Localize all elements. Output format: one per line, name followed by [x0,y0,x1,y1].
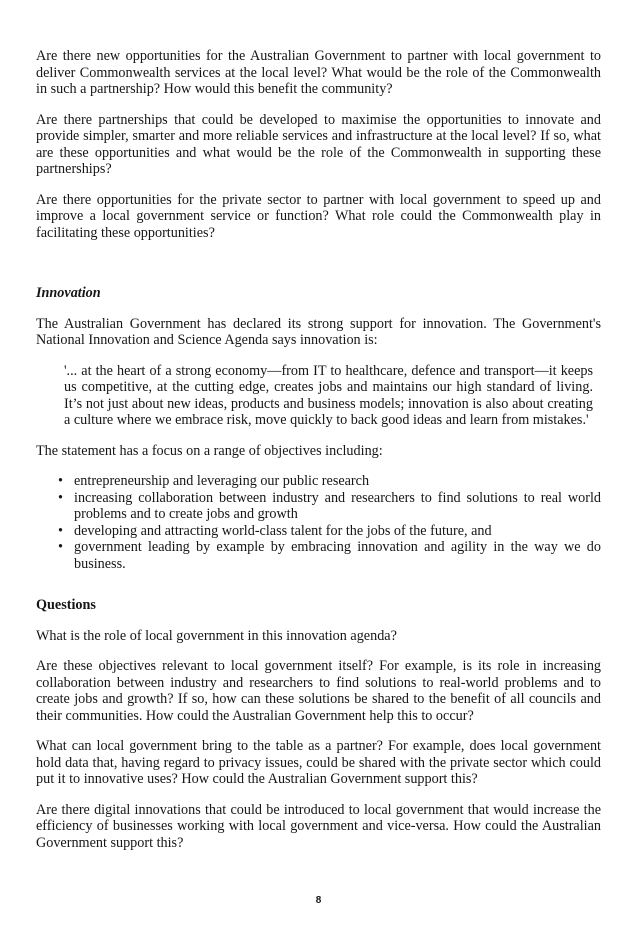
objectives-list [36,473,601,572]
bullet-icon: • [58,489,63,506]
objectives-intro: The statement has a focus on a range of objectives including: [36,442,383,459]
list-item-text: government leading by example by embracing innovation and agility in the way we do business. [74,539,601,572]
page-content [36,48,601,865]
question-paragraph: Are there digital innovations that could be introduced to local government that would increase the efficiency of businesses working with local government and vice-versa. How could the Australian Government support this? [36,801,601,851]
list-item [36,523,601,540]
page-number: 8 [315,895,322,906]
question-paragraph: Are these objectives relevant to local government itself? For example, is its role in increasing collaboration between industry and researchers to find solutions to real-world problems and to create jobs and growth? If so, how can these solutions be shared to the benefit of all councils and their communities. How could the Australian Government help this to occur? [36,658,601,724]
bullet-icon: • [58,473,63,489]
list-item [36,490,601,523]
list-item-text: increasing collaboration between industry and researchers to find solutions to real world problems and to create jobs and growth [74,489,601,522]
question-paragraph: What is the role of local government in this innovation agenda? [36,627,397,644]
list-item-text: developing and attracting world-class talent for the jobs of the future, and [74,522,492,539]
list-item [36,539,601,572]
innovation-intro: The Australian Government has declared its strong support for innovation. The Government's National Innovation and Science Agenda says innovation is: [36,315,601,348]
bullet-icon: • [58,539,63,555]
innovation-quote: '... at the heart of a strong economy—from IT to healthcare, defence and transport—it keeps us competitive, at the cutting edge, creates jobs and maintains our high standard of living. It’s not just about new ideas, products and business models; innovation is also about creating a culture where we embrace risk, move quickly to back good ideas and learn from mistakes.' [64,362,593,428]
paragraph-partnership-opportunities: Are there new opportunities for the Australian Government to partner with local government to deliver Commonwealth services at the local level? What would be the role of the Commonwealth in such a partnership? How would this benefit the community? [36,48,601,97]
bullet-icon: • [58,522,63,539]
list-item-text: entrepreneurship and leveraging our public research [74,473,370,489]
question-paragraph: What can local government bring to the table as a partner? For example, does local government hold data that, having regard to privacy issues, could be shared with the private sector which could put it to innovative uses? How could the Australian Government support this? [36,738,601,787]
paragraph-private-sector: Are there opportunities for the private sector to partner with local government to speed up and improve a local government service or function? What role could the Commonwealth play in facilitating these opportunities? [36,191,601,241]
list-item [36,473,601,490]
innovation-heading: Innovation [36,285,101,301]
questions-heading: Questions [36,597,96,613]
paragraph-innovation-partnerships: Are there partnerships that could be developed to maximise the opportunities to innovate and provide simpler, smarter and more reliable services and infrastructure at the local level? If so, what are these opportunities and what would be the role of the Commonwealth in supporting these partnerships? [36,111,601,177]
